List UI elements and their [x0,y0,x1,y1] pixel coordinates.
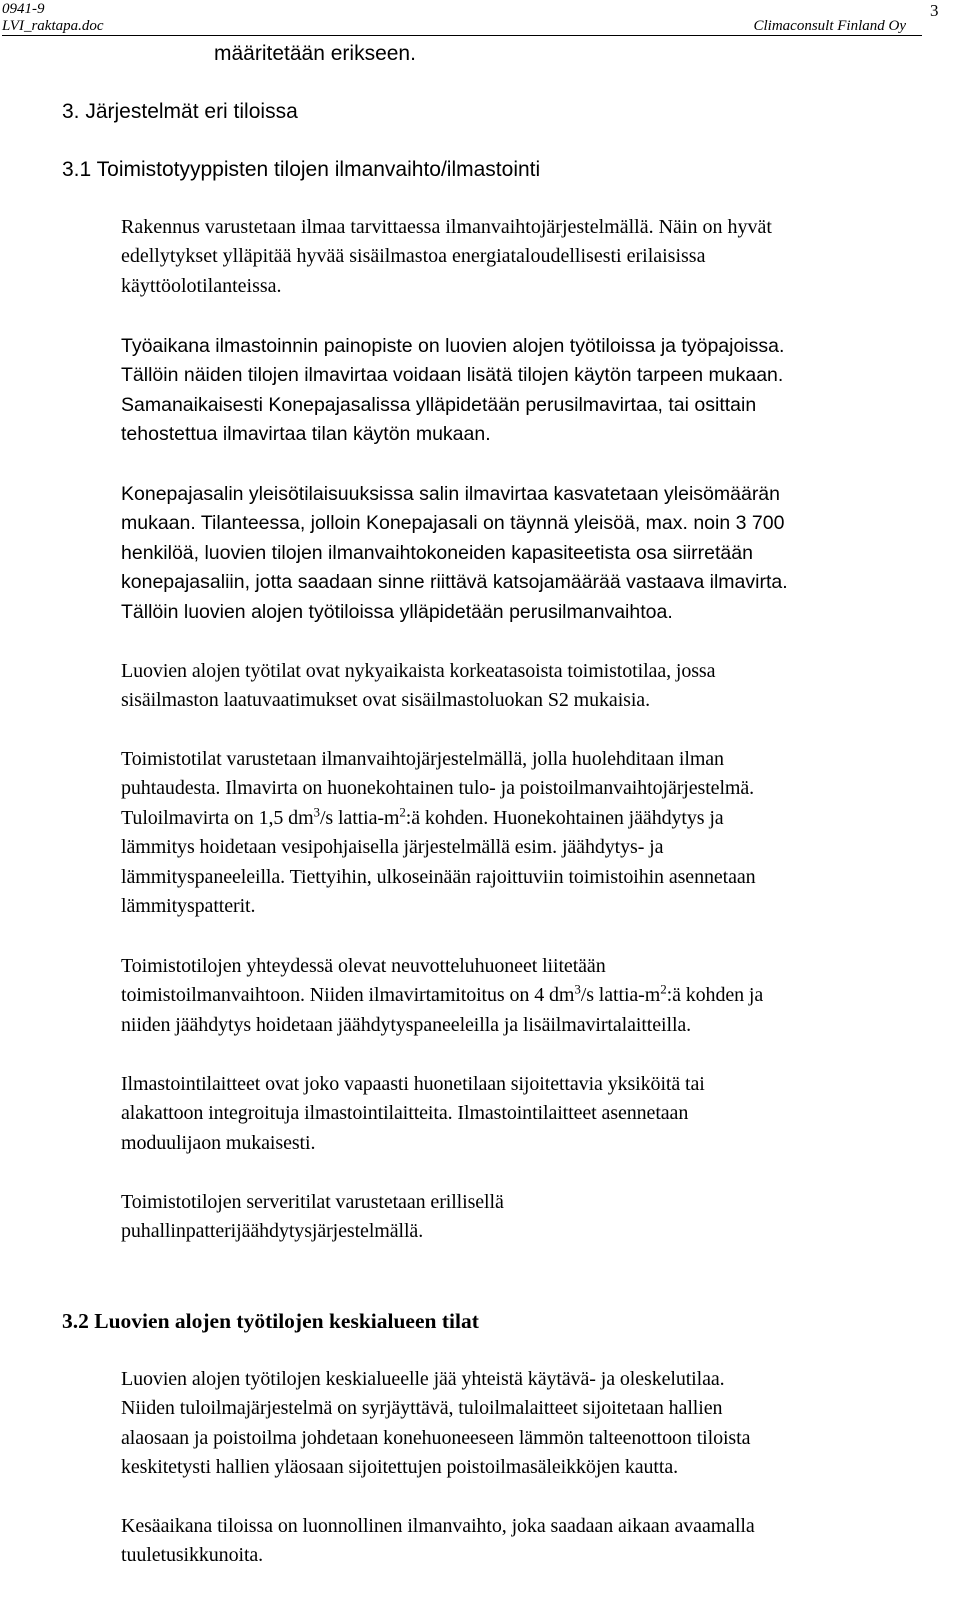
paragraph-line: Rakennus varustetaan ilmaa tarvittaessa ilmanvaihtojärjestelmällä. Näin on hyvät [121,216,772,238]
paragraph-line: lämmityspaneeleilla. Tiettyihin, ulkoseinään rajoittuviin toimistoihin asennetaan [121,865,756,888]
text-fragment: :ä kohden ja [666,984,764,1007]
paragraph-line: konepajasaliin, jotta saadaan sinne riittävä katsojamäärää vastaava ilmavirta. [121,571,788,594]
document-code: 0941-9 [2,1,45,17]
paragraph [121,1365,936,1483]
paragraph-line: Luovien alojen työtilojen keskialueelle jää yhteistä käytävä- ja oleskelutilaa. [121,1368,725,1390]
paragraph [121,657,936,716]
paragraph-line: Työaikana ilmastoinnin painopiste on luovien alojen työtiloissa ja työpajoissa. [121,335,785,357]
paragraph [121,213,936,301]
company-name: Climaconsult Finland Oy [753,18,906,34]
section-heading: 3. Järjestelmät eri tiloissa [62,100,298,123]
paragraph [121,1070,936,1158]
text-fragment: /s lattia-m [580,984,661,1007]
paragraph-line: lämmitys hoidetaan vesipohjaisella järjestelmällä esim. jäähdytys- ja [121,836,664,859]
page-header [0,0,944,36]
paragraph-line: puhtaudesta. Ilmavirta on huonekohtainen tulo- ja poistoilmanvaihtojärjestelmä. [121,777,755,800]
text-fragment: toimistoilmanvaihtoon. Niiden ilmavirtamitoitus on 4 dm [121,984,575,1007]
paragraph-line [121,804,936,833]
paragraph-line: tehostettua ilmavirtaa tilan käytön mukaan. [121,423,491,446]
continuation-text: määritetään erikseen. [214,42,416,65]
paragraph-line: Ilmastointilaitteet ovat joko vapaasti huonetilaan sijoitettavia yksiköitä tai [121,1073,705,1095]
paragraph-line: tuuletusikkunoita. [121,1544,264,1567]
paragraph-line: keskitetysti hallien yläosaan sijoitettujen poistoilmasäleikköjen kautta. [121,1456,679,1479]
paragraph [121,1188,936,1247]
paragraph-line: moduulijaon mukaisesti. [121,1131,316,1154]
superscript: 2 [660,981,667,997]
paragraph-line [121,981,936,1010]
paragraph [121,480,936,627]
paragraph [121,745,936,921]
paragraph-line: alakattoon integroituja ilmastointilaitteita. Ilmastointilaitteet asennetaan [121,1102,689,1125]
text-fragment: :ä kohden. Huonekohtainen jäähdytys ja [405,806,724,829]
paragraph-line: alaosaan ja poistoilma johdetaan konehuoneeseen lämmön talteenottoon tiloista [121,1426,751,1449]
paragraph [121,332,936,450]
paragraph [121,1512,936,1571]
page-number: 3 [930,1,939,20]
paragraph-line: Toimistotilat varustetaan ilmanvaihtojärjestelmällä, jolla huolehditaan ilman [121,748,724,770]
paragraph-line: Samanaikaisesti Konepajasalissa ylläpidetään perusilmavirtaa, tai osittain [121,393,757,416]
paragraph-line: Toimistotilojen yhteydessä olevat neuvotteluhuoneet liitetään [121,955,606,977]
paragraph-line: edellytykset ylläpitää hyvää sisäilmastoa energiataloudellisesti erilaisissa [121,245,706,268]
header-divider [2,35,922,36]
superscript: 2 [399,804,406,820]
paragraph-line: Toimistotilojen serveritilat varustetaan erillisellä [121,1191,504,1213]
text-fragment: /s lattia-m [319,806,400,829]
paragraph-line: sisäilmaston laatuvaatimukset ovat sisäilmastoluokan S2 mukaisia. [121,689,650,712]
subsection-heading: 3.1 Toimistotyyppisten tilojen ilmanvaihto/ilmastointi [62,158,541,181]
paragraph-line: lämmityspatterit. [121,895,256,918]
file-name: LVI_raktapa.doc [2,18,104,34]
paragraph-line: Tällöin luovien alojen työtiloissa ylläpidetään perusilmanvaihtoa. [121,600,673,623]
paragraph-line: mukaan. Tilanteessa, jolloin Konepajasali on täynnä yleisöä, max. noin 3 700 [121,512,785,535]
subsection-heading: 3.2 Luovien alojen työtilojen keskialueen tilat [62,1309,479,1333]
paragraph-line: Kesäaikana tiloissa on luonnollinen ilmanvaihto, joka saadaan aikaan avaamalla [121,1515,755,1537]
paragraph-line: Luovien alojen työtilat ovat nykyaikaista korkeatasoista toimistotilaa, jossa [121,660,716,682]
paragraph-line: käyttöolotilanteissa. [121,274,282,297]
superscript: 3 [574,981,581,997]
text-fragment: Tuloilmavirta on 1,5 dm [121,806,314,829]
paragraph-line: Konepajasalin yleisötilaisuuksissa salin ilmavirtaa kasvatetaan yleisömäärän [121,483,781,505]
paragraph-line: Niiden tuloilmajärjestelmä on syrjäyttävä, tuloilmalaitteet sijoitetaan hallien [121,1397,723,1420]
paragraph-line: niiden jäähdytys hoidetaan jäähdytyspaneeleilla ja lisäilmavirtalaitteilla. [121,1013,692,1036]
superscript: 3 [313,804,320,820]
paragraph-line: Tällöin näiden tilojen ilmavirtaa voidaan lisätä tilojen käytön tarpeen mukaan. [121,364,784,387]
paragraph [121,952,936,1040]
paragraph-line: puhallinpatterijäähdytysjärjestelmällä. [121,1220,424,1243]
paragraph-line: henkilöä, luovien tilojen ilmanvaihtokoneiden kapasiteetista osa siirretään [121,541,753,564]
